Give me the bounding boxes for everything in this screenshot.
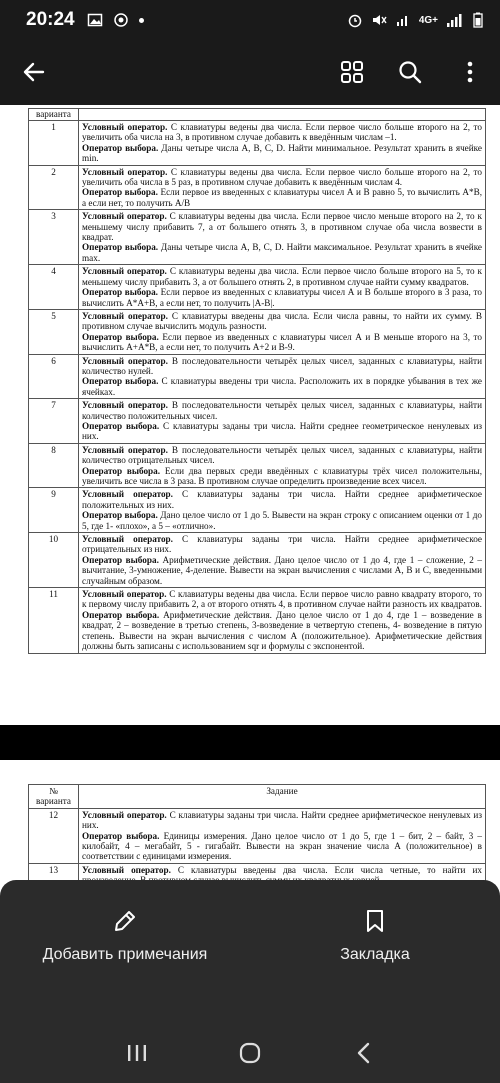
alarm-icon — [347, 12, 363, 28]
conditional-task — [82, 534, 482, 555]
conditional-label: Условный оператор. — [82, 864, 171, 875]
task-row — [29, 399, 486, 444]
conditional-text: С клавиатуры заданы три числа. Найти среднее арифметическое отрицательных из них. — [82, 534, 482, 555]
conditional-label: Условный оператор. — [82, 166, 168, 177]
task-row — [29, 165, 486, 210]
header-variant-cell: варианта — [29, 109, 79, 121]
switch-text: С клавиатуры введены три числа. Расположить их в порядке убывания в тех же ячейках. — [82, 376, 483, 397]
header-num-sign: № — [49, 786, 58, 796]
conditional-task — [82, 211, 482, 242]
variant-number: 2 — [29, 165, 79, 210]
switch-label: Оператор выбора. — [82, 830, 160, 841]
task-text — [79, 121, 486, 166]
conditional-text: С клавиатуры ведены два числа. Если первое число меньше второго на 2, то к меньшему числу прибавить 7, а от большего отнять 3, в противном случае оба числа возвести в квадрат. — [82, 211, 482, 243]
conditional-text: С клавиатуры ведены два числа. Если первое число больше второго на 2, то увеличить оба числа на 3, в противном случае добавить к введённым числам –1. — [82, 122, 482, 143]
task-row — [29, 588, 486, 653]
task-row — [29, 265, 486, 310]
more-options-button[interactable] — [452, 54, 488, 90]
conditional-text: С клавиатуры ведены два числа. Если первое число больше второго на 2, то увеличить оба числа в 5 раз, в противном случае добавить к введённым числам 4. — [82, 166, 482, 188]
switch-label: Оператор выбора. — [82, 242, 159, 253]
switch-text: Дано целое число от 1 до 5. Вывести на экран строку с описанием оценки от 1 до 5, где 1- «плохо», а 5 – «отлично». — [82, 510, 483, 531]
switch-text: Даны четыре числа A, B, C, D. Найти минимальное. Результат хранить в ячейке min. — [82, 142, 482, 164]
table-header-row — [29, 109, 486, 121]
conditional-task — [82, 122, 482, 143]
pages-grid-button[interactable] — [334, 54, 370, 90]
conditional-label: Условный оператор. — [82, 310, 168, 321]
switch-task — [82, 610, 482, 652]
pencil-icon — [112, 908, 138, 934]
app-bar — [0, 40, 500, 105]
document-viewer[interactable] — [0, 105, 500, 880]
variant-number: 9 — [29, 488, 79, 533]
variant-number: 5 — [29, 309, 79, 354]
conditional-task — [82, 810, 482, 831]
table-header-row — [29, 785, 486, 809]
bookmark-button[interactable] — [300, 908, 450, 964]
conditional-label: Условный оператор. — [82, 444, 168, 455]
tasks-table-page-1 — [28, 108, 486, 654]
header-task-cell: Задание — [79, 785, 486, 809]
conditional-text: В последовательности четырёх целых чисел, заданных с клавиатуры, найти количество отрицательных чисел. — [82, 444, 482, 466]
variant-number: 13 — [29, 863, 79, 897]
task-text — [79, 354, 486, 399]
task-text — [79, 265, 486, 310]
variant-number: 12 — [29, 808, 79, 863]
recent-apps-button[interactable] — [117, 1033, 157, 1073]
switch-label: Оператор выбора. — [82, 376, 159, 387]
task-row — [29, 808, 486, 863]
switch-task — [82, 187, 482, 208]
switch-task — [82, 510, 482, 531]
switch-task — [82, 421, 482, 442]
cell-signal-icon — [446, 12, 462, 28]
switch-text: Даны четыре числа A, B, C, D. Найти максимальное. Результат хранить в ячейке max. — [82, 242, 483, 263]
conditional-text: В последовательности четырёх целых чисел, заданных с клавиатуры, найти количество положительных чисел. — [82, 400, 482, 421]
recent-apps-icon — [126, 1043, 148, 1063]
variant-number: 4 — [29, 265, 79, 310]
document-page-1 — [0, 105, 500, 725]
conditional-task — [82, 266, 482, 287]
task-row — [29, 309, 486, 354]
task-row — [29, 210, 486, 265]
switch-text: Если первое из введенных с клавиатуры чисел А и В больше второго в 3 раза, то вычислить А*А+В, а если нет, то получить |А-В|. — [82, 287, 482, 308]
task-text — [79, 588, 486, 653]
switch-label: Оператор выбора. — [82, 609, 160, 620]
conditional-label: Условный оператор. — [82, 589, 167, 600]
variant-number: 11 — [29, 588, 79, 653]
battery-icon — [470, 12, 486, 28]
switch-label: Оператор выбора. — [82, 287, 158, 298]
switch-label: Оператор выбора. — [82, 187, 158, 198]
switch-label: Оператор выбора. — [82, 420, 160, 431]
bottom-action-sheet — [0, 880, 500, 1023]
task-text — [79, 210, 486, 265]
add-note-button[interactable] — [25, 908, 225, 964]
task-row — [29, 354, 486, 399]
dot-icon — [139, 18, 144, 23]
conditional-task — [82, 356, 482, 377]
system-nav-bar — [0, 1023, 500, 1083]
conditional-task — [82, 311, 482, 332]
home-icon — [238, 1041, 262, 1065]
conditional-task — [82, 589, 482, 610]
conditional-label: Условный оператор. — [82, 211, 167, 222]
search-button[interactable] — [392, 54, 428, 90]
add-note-label: Добавить примечания — [42, 946, 208, 963]
conditional-task — [82, 167, 482, 188]
back-nav-button[interactable] — [343, 1033, 383, 1073]
task-text — [79, 533, 486, 588]
conditional-text: С клавиатуры заданы три числа. Найти среднее арифметическое ненулевых из них. — [82, 809, 482, 831]
back-button[interactable] — [16, 54, 52, 90]
switch-task — [82, 143, 482, 164]
switch-task — [82, 376, 482, 397]
variant-number: 1 — [29, 121, 79, 166]
status-bar — [0, 0, 500, 40]
variant-number: 8 — [29, 443, 79, 488]
conditional-task — [82, 400, 482, 421]
task-row — [29, 488, 486, 533]
wifi-signal-icon — [395, 12, 411, 28]
mute-icon — [371, 12, 387, 28]
switch-label: Оператор выбора. — [82, 331, 159, 342]
sync-icon — [113, 12, 129, 28]
conditional-text: С клавиатуры заданы три числа. Найти среднее арифметическое положительных из них. — [82, 489, 482, 510]
switch-text: Арифметические действия. Дано целое число от 1 до 4, где 1 – возведение в квадрат, 2 – возведение в третью степень, 3-возведение в четвертую степень, 4- возведение в пятую степень. Вывести на экран вычисления с числом А (положительное). Арифметические действия должны быть записаны с использованием sqr и формулы с экспонентой. — [82, 609, 482, 652]
conditional-text: В последовательности четырёх целых чисел, заданных с клавиатуры, найти количество нулей. — [82, 355, 482, 376]
header-variant-label: варианта — [35, 796, 71, 807]
conditional-label: Условный оператор. — [82, 122, 168, 132]
document-page-2 — [0, 760, 500, 900]
arrow-left-icon — [21, 59, 47, 85]
conditional-task — [82, 445, 482, 466]
task-row — [29, 443, 486, 488]
conditional-label: Условный оператор. — [82, 534, 173, 545]
switch-task — [82, 242, 482, 263]
switch-text: Если первое из введенных с клавиатуры чисел А и В меньше второго на 3, то вычислить А+А*В, а если нет, то получить А+2 и В-9. — [82, 331, 482, 353]
header-task-cell — [79, 109, 486, 121]
variant-number: 7 — [29, 399, 79, 444]
task-text — [79, 309, 486, 354]
variant-number: 3 — [29, 210, 79, 265]
chevron-left-icon — [355, 1041, 371, 1065]
bookmark-icon — [364, 908, 386, 934]
conditional-text: С клавиатуры введены два числа. Если числа четные, то найти их — [177, 864, 482, 875]
task-row — [29, 533, 486, 588]
task-text — [79, 165, 486, 210]
header-variant-cell — [29, 785, 79, 809]
switch-label: Оператор выбора. — [82, 554, 159, 565]
switch-task — [82, 287, 482, 308]
grid-icon — [339, 59, 365, 85]
conditional-label: Условный оператор. — [82, 400, 168, 411]
conditional-text: С клавиатуры введены два числа. Если числа равны, то найти их сумму. В противном случае вычислить модуль разности. — [82, 310, 482, 332]
more-vert-icon — [466, 60, 474, 84]
switch-text: Если два первых среди введённых с клавиатуры трёх чисел положительны, увеличить все числа в 3 раза. В противном случае определить произведение всех чисел. — [82, 465, 483, 486]
conditional-text: С клавиатуры ведены два числа. Если первое число больше второго на 5, то к меньшему числу прибавить 3, а от большего отнять 2, в противном случае найти сумму квадратов. — [82, 266, 482, 287]
switch-task — [82, 466, 482, 487]
switch-text: Арифметические действия. Дано целое число от 1 до 4, где 1 – сложение, 2 – вычитание, 3-умножение, 4-деление. Вывести на экран вычисления с числами А, В и С, введенными случайным образом. — [82, 554, 483, 586]
task-text — [79, 443, 486, 488]
task-text — [79, 808, 486, 863]
home-button[interactable] — [230, 1033, 270, 1073]
switch-task — [82, 555, 482, 586]
switch-text: С клавиатуры заданы три числа. Найти среднее геометрическое ненулевых из них. — [82, 420, 482, 442]
conditional-label: Условный оператор. — [82, 266, 167, 277]
task-text — [79, 488, 486, 533]
variant-number: 10 — [29, 533, 79, 588]
task-text — [79, 399, 486, 444]
search-icon — [397, 59, 423, 85]
network-type: 4G+ — [418, 14, 438, 26]
variant-number: 6 — [29, 354, 79, 399]
switch-task — [82, 831, 482, 862]
clock: 20:24 — [26, 9, 75, 30]
switch-label: Оператор выбора. — [82, 465, 161, 476]
conditional-label: Условный оператор. — [82, 355, 168, 366]
conditional-task — [82, 489, 482, 510]
conditional-label: Условный оператор. — [82, 489, 173, 500]
switch-label: Оператор выбора. — [82, 142, 159, 153]
switch-text: Единицы измерения. Дано целое число от 1 до 5, где 1 – бит, 2 – байт, 3 – килобайт, 4 – мегабайт, 5 - гигабайт. Вывести на экран значение числа А (положительное) в соответствии с единицами измерения. — [82, 830, 483, 862]
switch-text: Если первое из введенных с клавиатуры чисел А и В равно 5, то вычислить А*В, а если нет, то получить А/В — [82, 187, 483, 208]
conditional-label: Условный оператор. — [82, 809, 167, 820]
switch-label: Оператор выбора. — [82, 510, 158, 521]
task-row — [29, 121, 486, 166]
bookmark-label: Закладка — [340, 946, 410, 963]
conditional-text: С клавиатуры ведены два числа. Если первое число равно квадрату второго, то к первому числу прибавить 2, а от второго отнять 4, в противном случае найти разность их квадратов. — [82, 589, 482, 610]
gallery-icon — [87, 12, 103, 28]
switch-task — [82, 332, 482, 353]
